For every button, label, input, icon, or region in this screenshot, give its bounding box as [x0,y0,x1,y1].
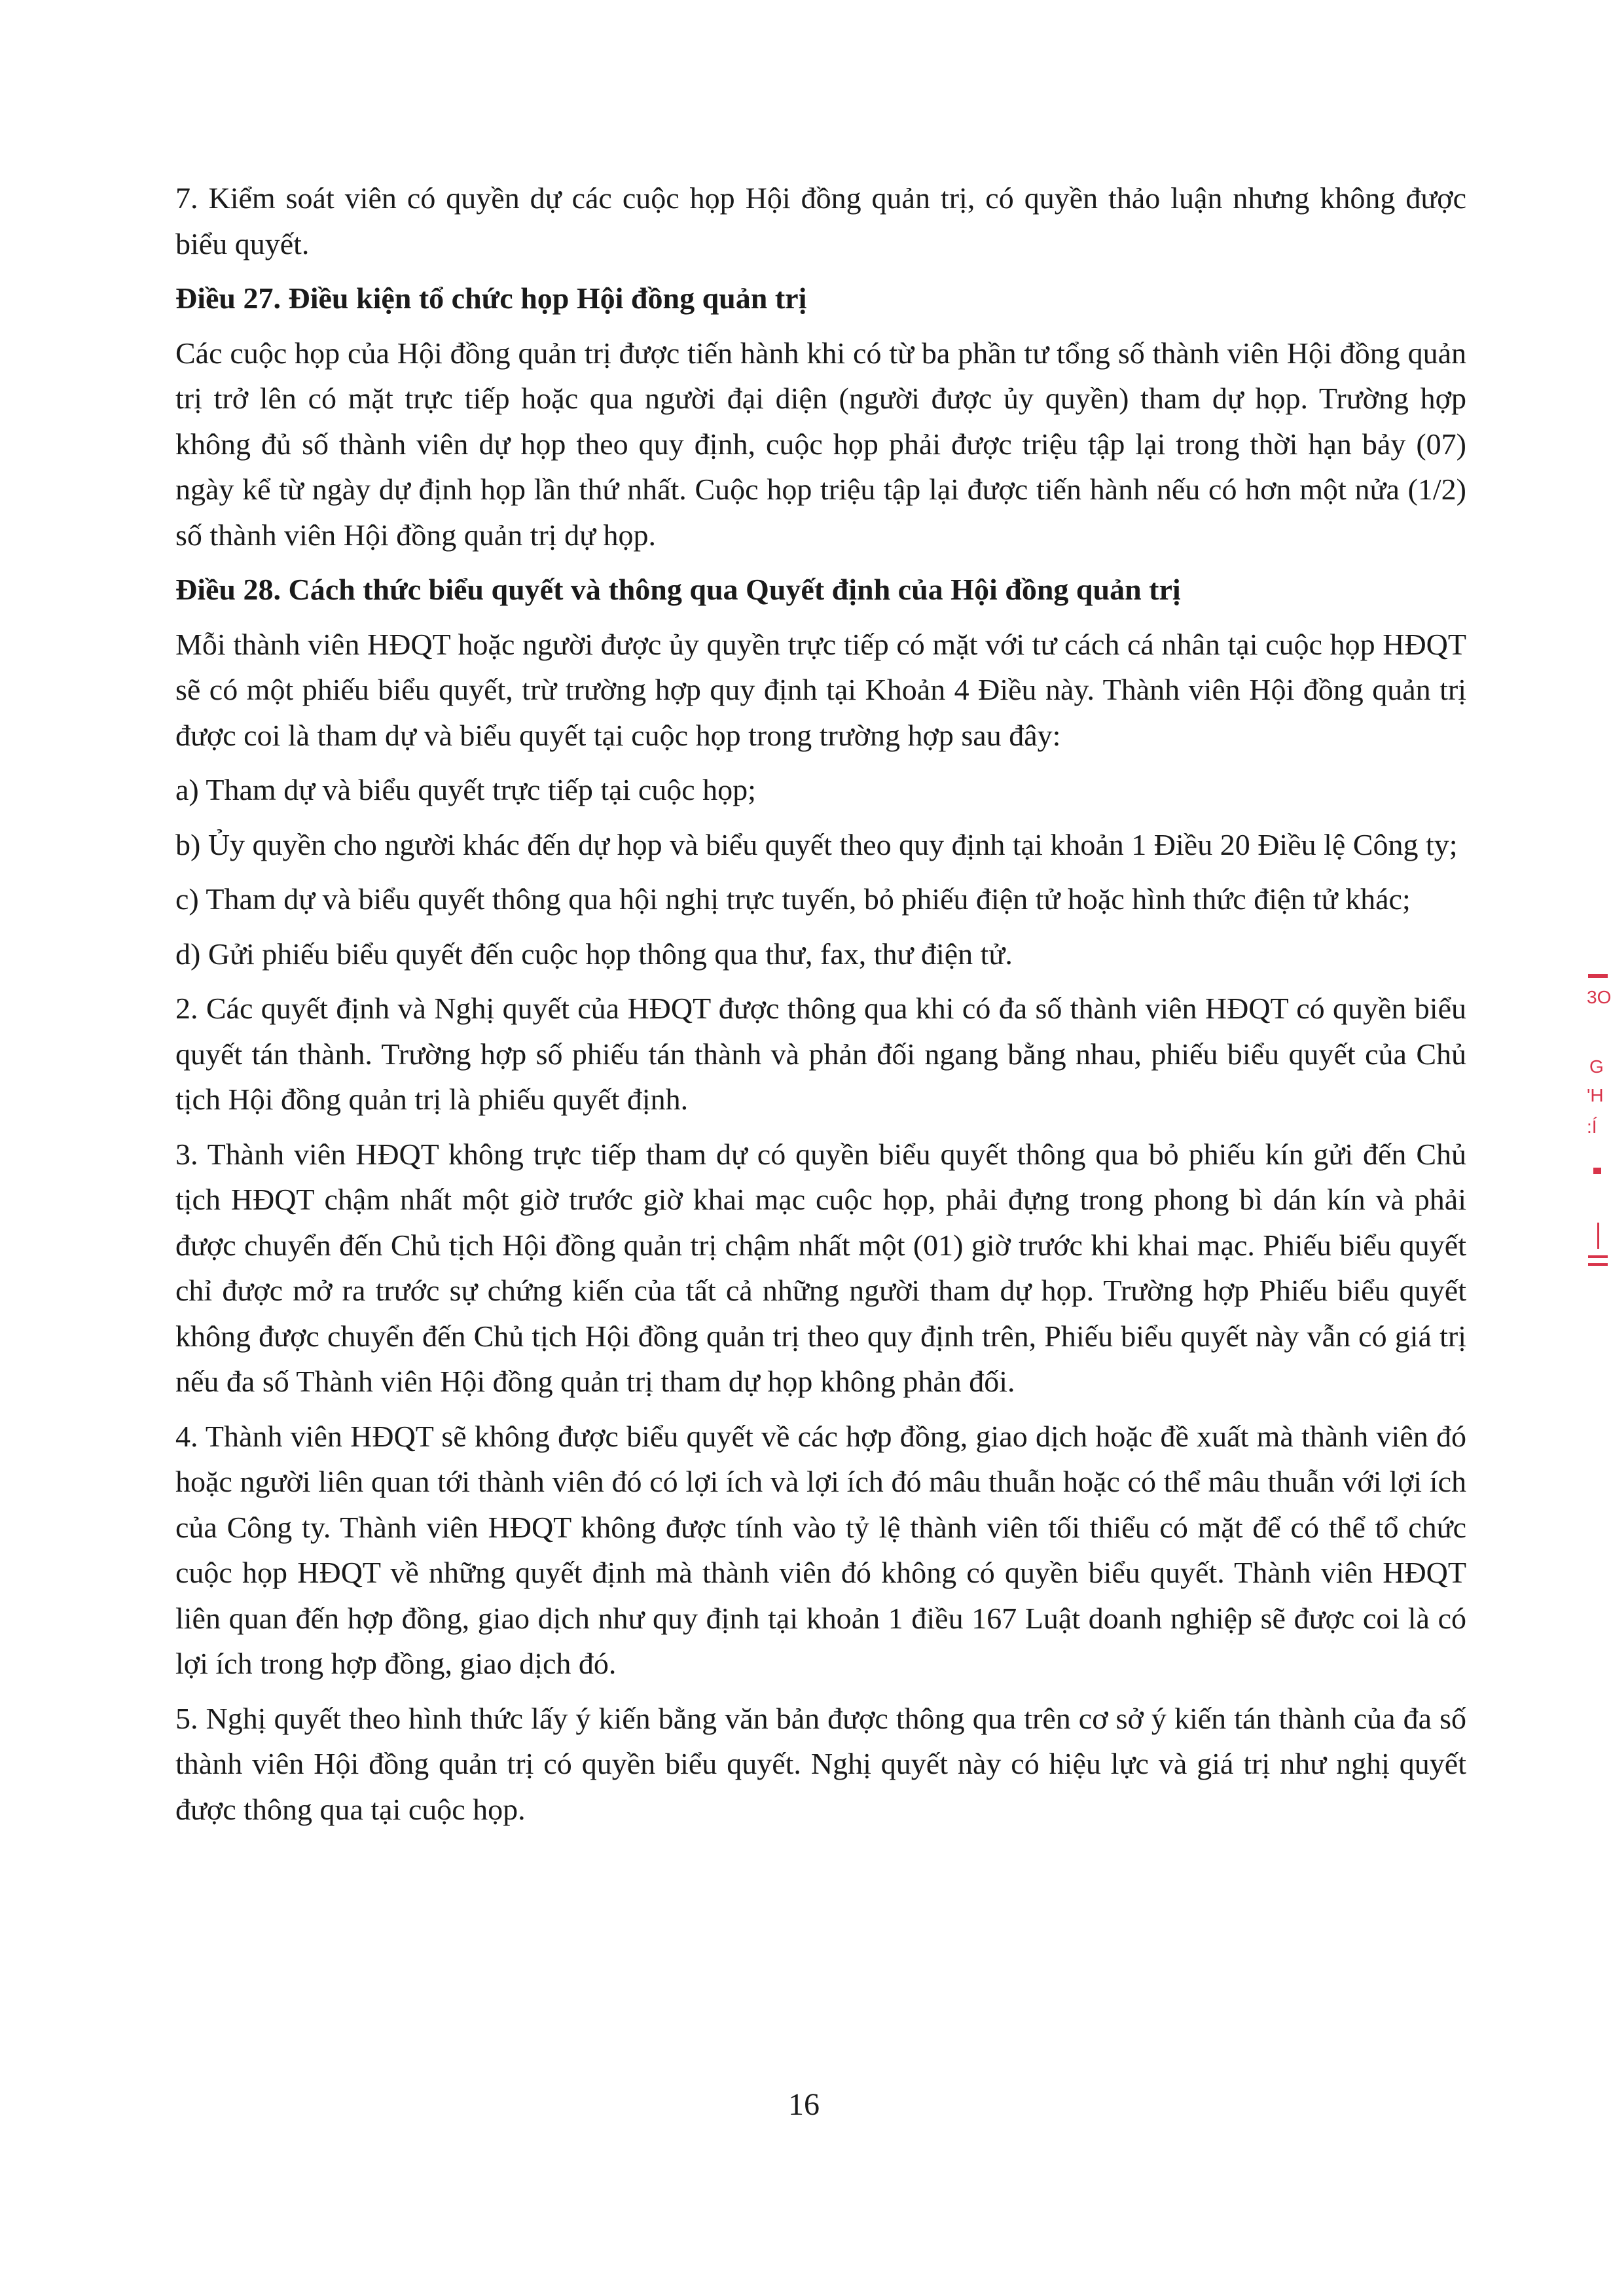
article-27-body: Các cuộc họp của Hội đồng quản trị được tiến hành khi có từ ba phần tư tổng số thành viên Hội đồng quản trị trở lên có mặt trực tiếp hoặc qua người đại diện (người được ủy quyền) tham dự họp. Trường hợp không đủ số thành viên dự họp theo quy định, cuộc họp phải được triệu tập lại trong thời hạn bảy (07) ngày kể từ ngày dự định họp lần thứ nhất. Cuộc họp triệu tập lại được tiến hành nếu có hơn một nửa (1/2) số thành viên Hội đồng quản trị dự họp. [175,336,1466,552]
article-28-heading: Điều 28. Cách thức biểu quyết và thông qua Quyết định của Hội đồng quản trị [175,573,1181,606]
list-item-b: b) Ủy quyền cho người khác đến dự họp và biểu quyết theo quy định tại khoản 1 Điều 20 Điều lệ Công ty; [175,827,1458,861]
clause-4: 4. Thành viên HĐQT sẽ không được biểu quyết về các hợp đồng, giao dịch hoặc đề xuất mà thành viên đó hoặc người liên quan tới thành viên đó có lợi ích và lợi ích đó mâu thuẫn hoặc có thể mâu thuẫn với lợi ích của Công ty. Thành viên HĐQT không được tính vào tỷ lệ thành viên tối thiểu có mặt để có thể tổ chức cuộc họp HĐQT về những quyết định mà thành viên đó không có quyền biểu quyết. Thành viên HĐQT liên quan đến hợp đồng, giao dịch như quy định tại khoản 1 điều 167 Luật doanh nghiệp sẽ được coi là có lợi ích trong hợp đồng, giao dịch đó. [175,1419,1466,1680]
clause-5: 5. Nghị quyết theo hình thức lấy ý kiến bằng văn bản được thông qua trên cơ sở ý kiến tán thành của đa số thành viên Hội đồng quản trị có quyền biểu quyết. Nghị quyết này có hiệu lực và giá trị như nghị quyết được thông qua tại cuộc họp. [175,1701,1466,1826]
page-number: 16 [788,2087,820,2122]
clause-3: 3. Thành viên HĐQT không trực tiếp tham dự có quyền biểu quyết thông qua bỏ phiếu kín gửi đến Chủ tịch HĐQT chậm nhất một giờ trước giờ khai mạc cuộc họp, phải đựng trong phong bì dán kín và phải được chuyển đến Chủ tịch Hội đồng quản trị chậm nhất một (01) giờ trước khi khai mạc. Phiếu biểu quyết chỉ được mở ra trước sự chứng kiến của tất cả những người tham dự họp. Trường hợp Phiếu biểu quyết không được chuyển đến Chủ tịch Hội đồng quản trị theo quy định trên, Phiếu biểu quyết này vẫn có giá trị nếu đa số Thành viên Hội đồng quản trị tham dự họp không phản đối. [175,1137,1466,1398]
stamp-fragment: :Í [1587,1117,1597,1137]
list-item-c: c) Tham dự và biểu quyết thông qua hội nghị trực tuyến, bỏ phiếu điện tử hoặc hình thức điện tử khác; [175,882,1411,916]
stamp-fragment: 3O [1587,987,1611,1007]
stamp-fragment: 'H [1587,1085,1604,1105]
stamp-bar [1588,974,1608,978]
stamp-bar [1588,1263,1608,1266]
document-body [175,175,1466,1841]
stamp-bar [1588,1255,1608,1258]
stamp-fragment: G [1589,1056,1604,1077]
list-item-d: d) Gửi phiếu biểu quyết đến cuộc họp thông qua thư, fax, thư điện tử. [175,937,1013,971]
seal-stamp-edge [1579,974,1611,1282]
stamp-bar [1597,1223,1599,1249]
article-27-heading: Điều 27. Điều kiện tổ chức họp Hội đồng quản trị [175,281,807,315]
article-28-intro: Mỗi thành viên HĐQT hoặc người được ủy quyền trực tiếp có mặt với tư cách cá nhân tại cuộc họp HĐQT sẽ có một phiếu biểu quyết, trừ trường hợp quy định tại Khoản 4 Điều này. Thành viên Hội đồng quản trị được coi là tham dự và biểu quyết tại cuộc họp trong trường hợp sau đây: [175,627,1466,752]
list-item-a: a) Tham dự và biểu quyết trực tiếp tại cuộc họp; [175,773,756,806]
paragraph-7-inspectors: 7. Kiểm soát viên có quyền dự các cuộc họp Hội đồng quản trị, có quyền thảo luận nhưng không được biểu quyết. [175,181,1466,260]
clause-2: 2. Các quyết định và Nghị quyết của HĐQT được thông qua khi có đa số thành viên HĐQT có quyền biểu quyết tán thành. Trường hợp số phiếu tán thành và phản đối ngang bằng nhau, phiếu biểu quyết của Chủ tịch Hội đồng quản trị là phiếu quyết định. [175,992,1466,1116]
stamp-bar [1593,1168,1601,1174]
